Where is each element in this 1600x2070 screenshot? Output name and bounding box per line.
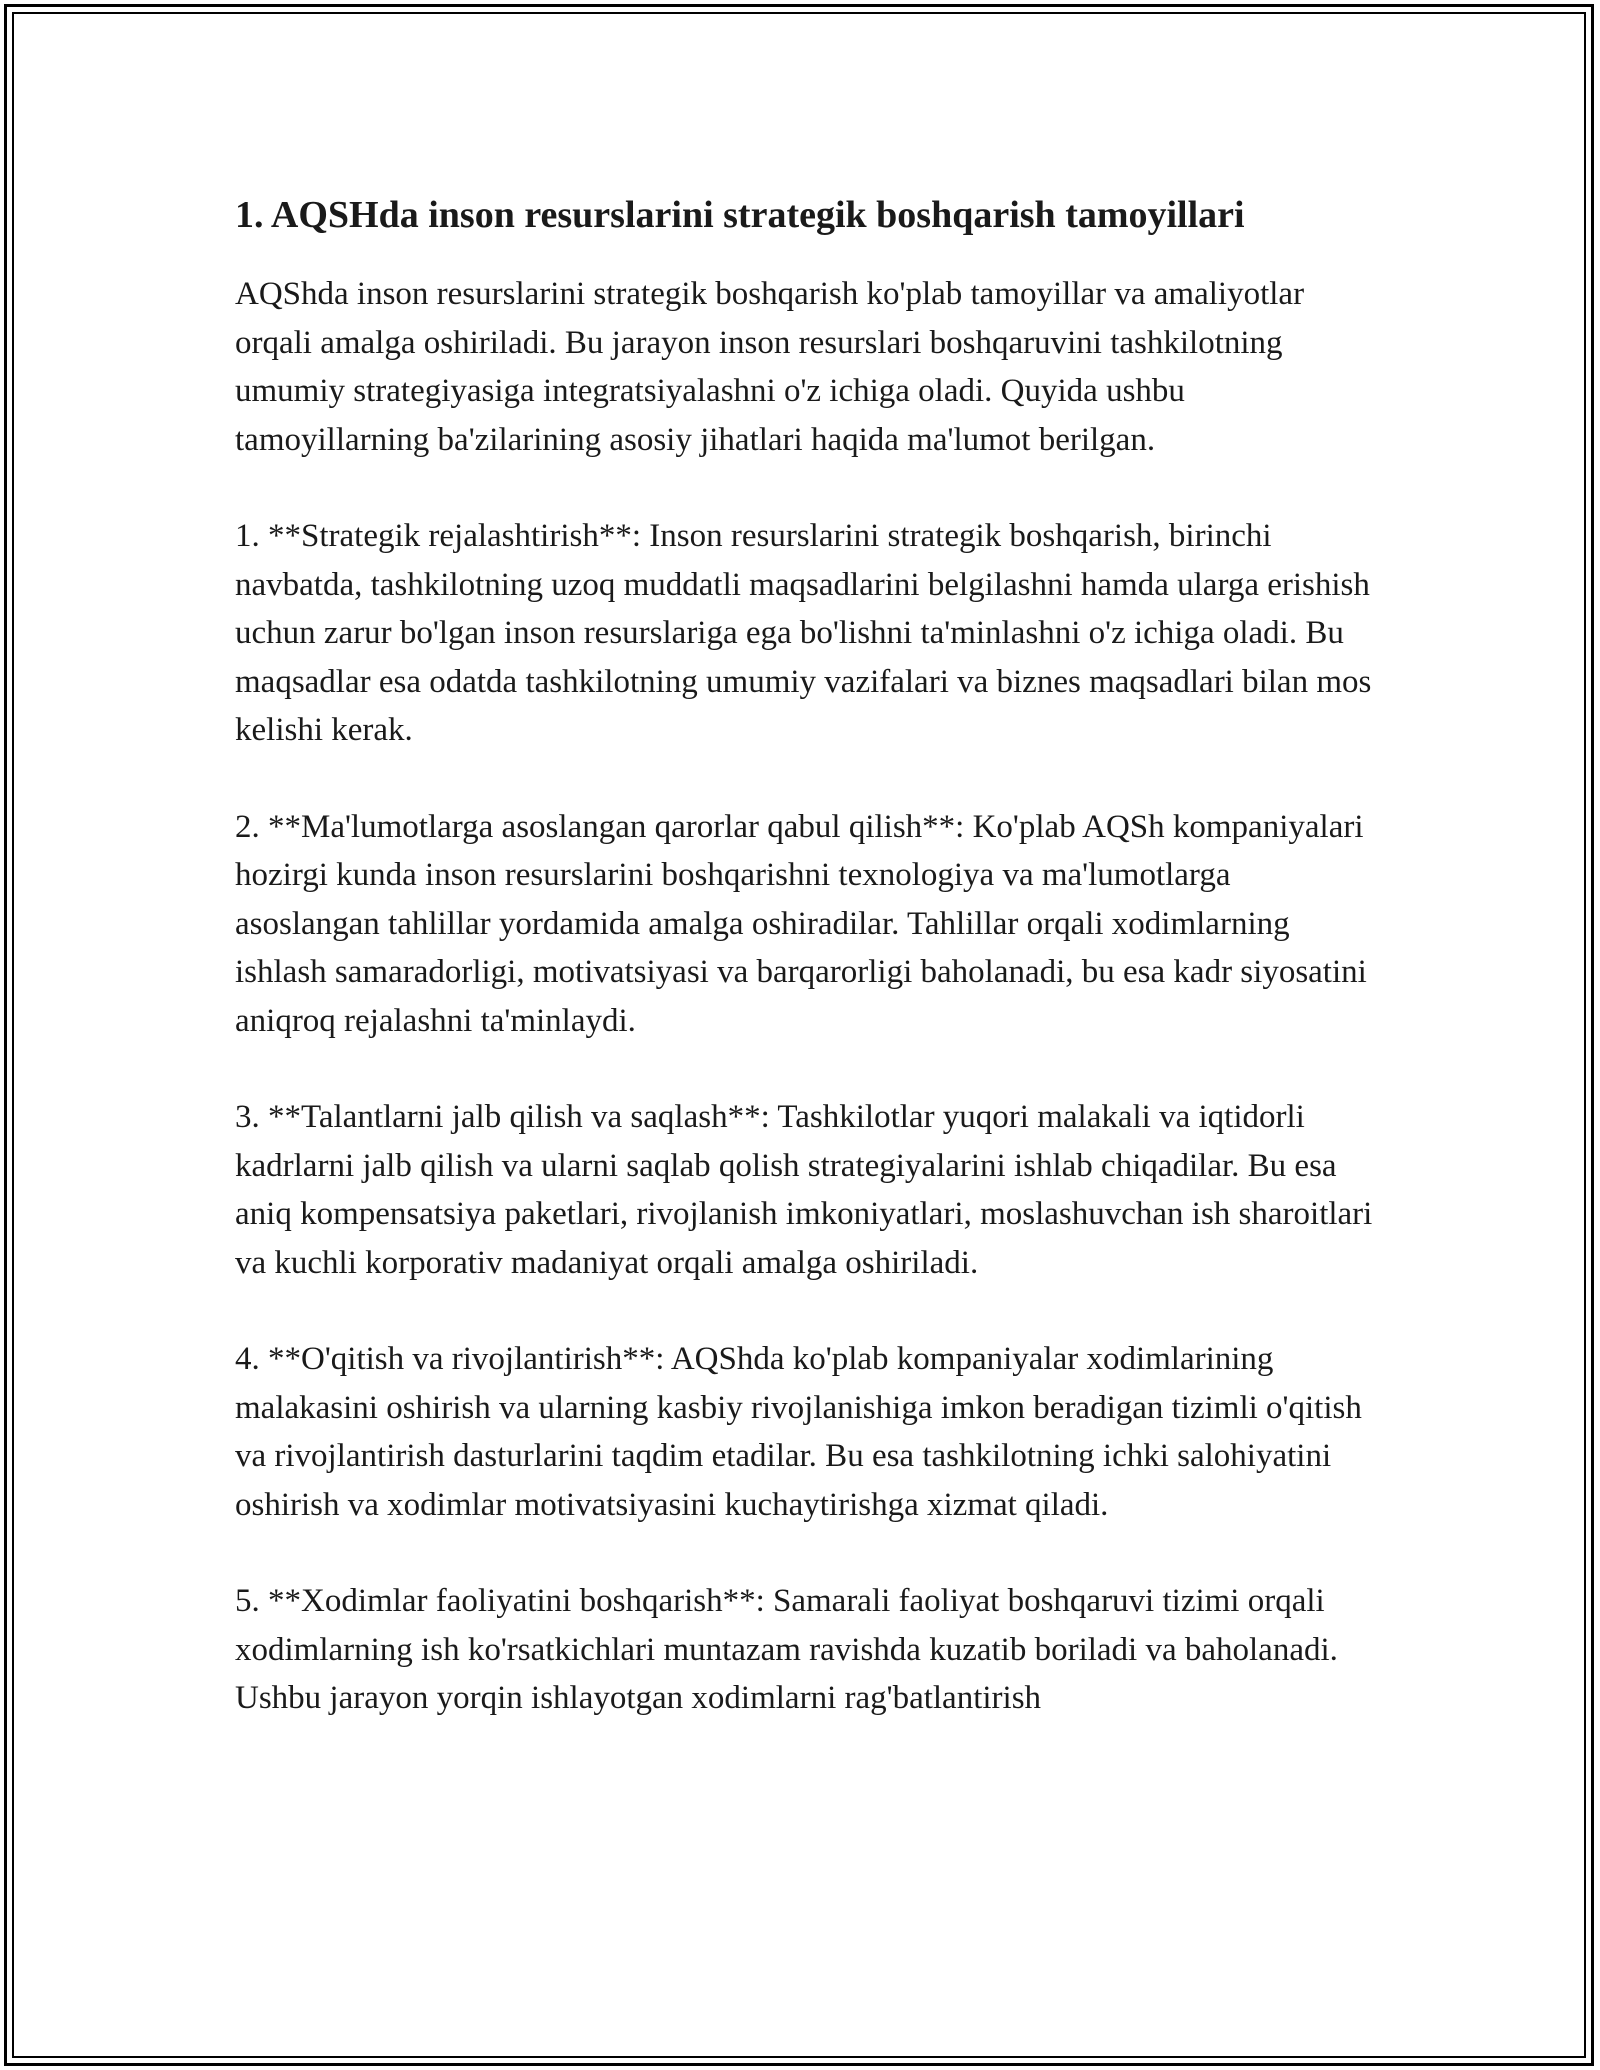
list-item-strategic-planning: 1. **Strategik rejalashtirish**: Inson resurslarini strategik boshqarish, birinchi navbatda, tashkilotning uzoq muddatli maqsadlarini belgilashni hamda ularga erishish uchun zarur bo'lgan inson resurslariga ega bo'lishni ta'minlashni o'z ichiga oladi. Bu maqsadlar esa odatda tashkilotning umumiy vazifalari va biznes maqsadlari bilan mos kelishi kerak. (235, 518, 1372, 748)
document-title: 1. AQSHda inson resurslarini strategik boshqarish tamoyillari (235, 194, 1245, 236)
list-item-training-development: 4. **O'qitish va rivojlantirish**: AQShda ko'plab kompaniyalar xodimlarining malakasini oshirish va ularning kasbiy rivojlanishiga imkon beradigan tizimli o'qitish va rivojlantirish dasturlarini taqdim etadilar. Bu esa tashkilotning ichki salohiyatini oshirish va xodimlar motivatsiyasini kuchaytirishga xizmat qiladi. (235, 1341, 1362, 1523)
document-body (235, 186, 1375, 1723)
list-item-performance-management: 5. **Xodimlar faoliyatini boshqarish**: Samarali faoliyat boshqaruvi tizimi orqali xodimlarning ish ko'rsatkichlari muntazam ravishda kuzatib boriladi va baholanadi. Ushbu jarayon yorqin ishlayotgan xodimlarni rag'batlantirish (235, 1583, 1338, 1716)
list-item-data-driven-decisions: 2. **Ma'lumotlarga asoslangan qarorlar qabul qilish**: Ko'plab AQSh kompaniyalari hozirgi kunda inson resurslarini boshqarishni texnologiya va ma'lumotlarga asoslangan tahlillar yordamida amalga oshiradilar. Tahlillar orqali xodimlarning ishlash samaradorligi, motivatsiyasi va barqarorligi baholanadi, bu esa kadr siyosatini aniqroq rejalashni ta'minlaydi. (235, 808, 1367, 1039)
list-item-talent-acquisition: 3. **Talantlarni jalb qilish va saqlash**: Tashkilotlar yuqori malakali va iqtidorli kadrlarni jalb qilish va ularni saqlab qolish strategiyalarini ishlab chiqadilar. Bu esa aniq kompensatsiya paketlari, rivojlanish imkoniyatlari, moslashuvchan ish sharoitlari va kuchli korporativ madaniyat orqali amalga oshiriladi. (235, 1099, 1373, 1281)
intro-paragraph: AQShda inson resurslarini strategik boshqarish ko'plab tamoyillar va amaliyotlar orqali amalga oshiriladi. Bu jarayon inson resurslari boshqaruvini tashkilotning umumiy strategiyasiga integratsiyalashni o'z ichiga oladi. Quyida ushbu tamoyillarning ba'zilarining asosiy jihatlari haqida ma'lumot berilgan. (235, 276, 1305, 458)
